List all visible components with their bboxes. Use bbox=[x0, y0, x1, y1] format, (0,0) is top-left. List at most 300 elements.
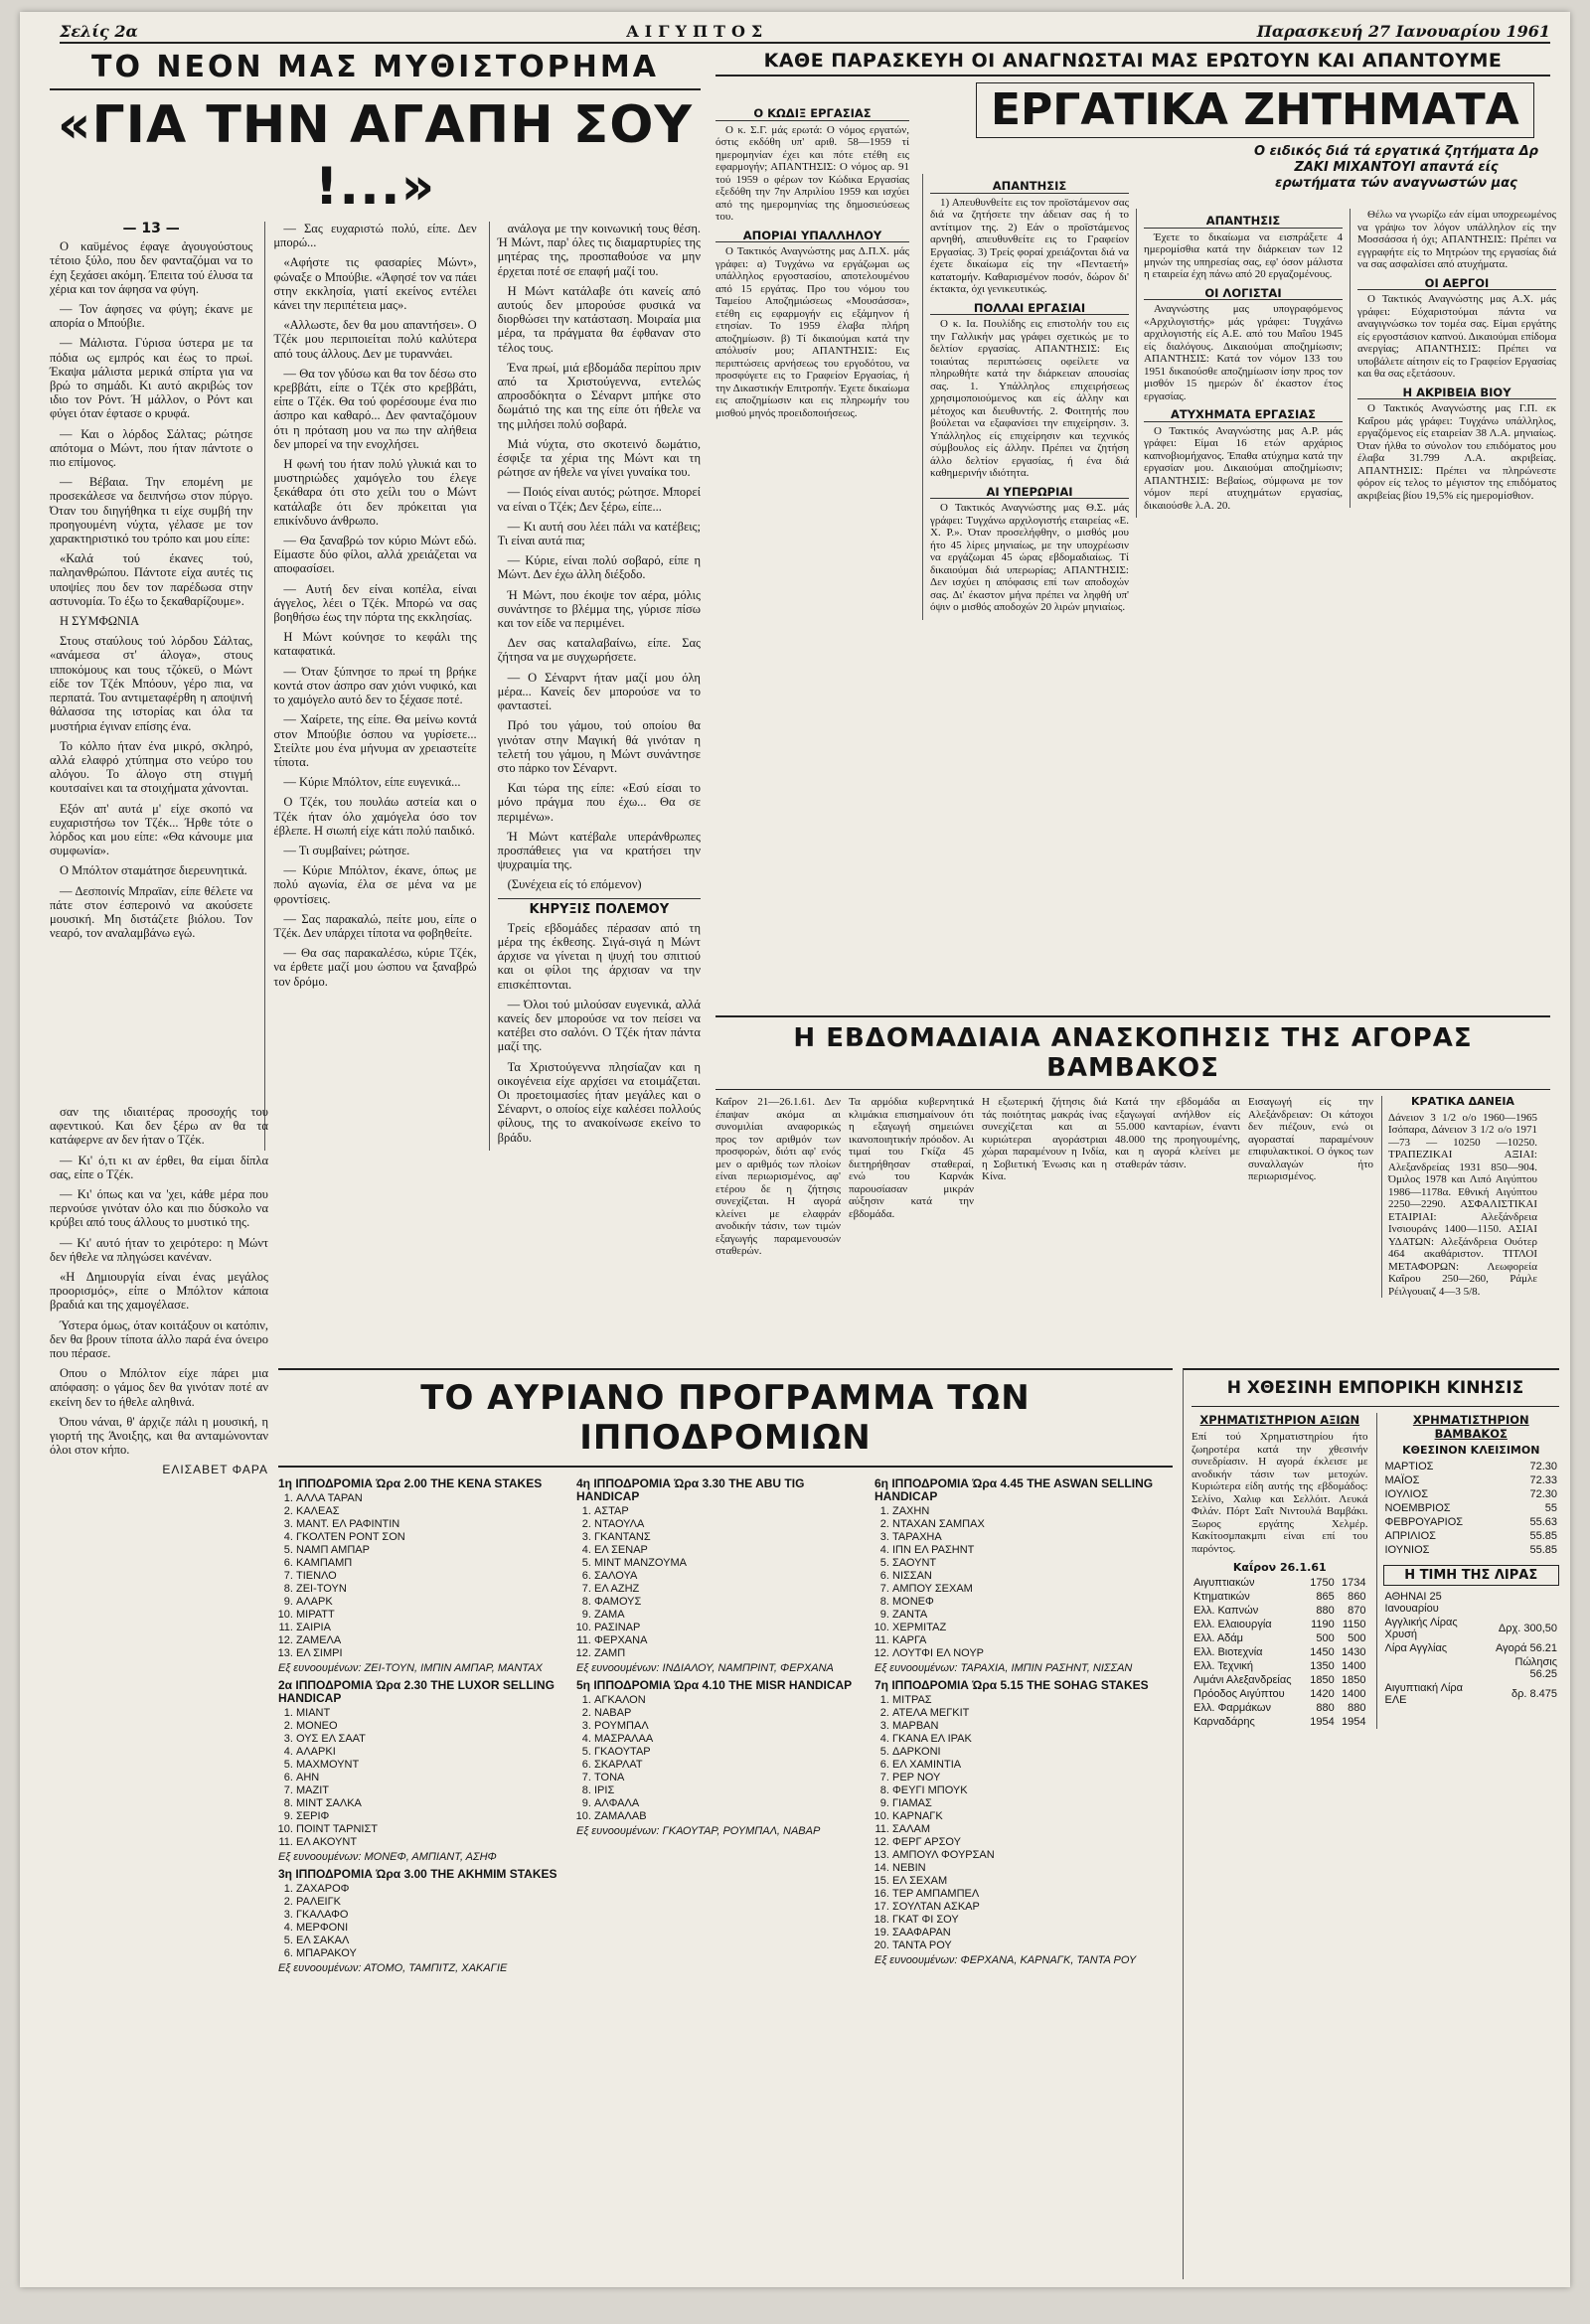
novel-paragraph: ανάλογα με την κοινωνική τους θέση. Ή Μώντ, παρ' όλες τις διαμαρτυρίες της μητέρας της, προσπαθούσε να μην έρχεται ποτέ σε επαφή μαζί του. bbox=[497, 222, 701, 278]
stock-row bbox=[1192, 1715, 1368, 1729]
quote-cell: Αγορά 56.21 bbox=[1496, 1642, 1557, 1654]
cotton-quote-row bbox=[1383, 1473, 1560, 1487]
gold-price-row bbox=[1383, 1590, 1560, 1616]
qa-item-text: Ο Τακτικός Αναγνώστης μας Α.Ρ. μάς γράφει: Είμαι 16 ετών αρχάριος καπνοβιομήχανος. Έπαθα ατύχημα κατά την εργασίαν μου. Δικαιούμαι αποζημίωσιν; ΑΠΑΝΤΗΣΙΣ: Βεβαίως, σύμφωνα με τον νόμον περί ατυχημάτων εργασίας, δικαιούσθε λ.Α. 20. bbox=[1144, 424, 1343, 512]
race-horse: 5. ΝΑΜΠ ΑΜΠΑΡ bbox=[296, 1544, 566, 1557]
labor-qa-section bbox=[716, 50, 1556, 1043]
quote-cell: 1450 bbox=[1310, 1646, 1335, 1658]
quote-cell: 1850 bbox=[1342, 1674, 1366, 1686]
cotton-exchange-table bbox=[1383, 1460, 1560, 1557]
qa-item-text: Αναγνώστης μας υπογραφόμενος «Αρχιλογιστής» μάς γράφει: Τυγχάνω αρχιλογιστής είς Α.Ε. από του Μαΐου 1945 είς διαλόγους. Δικαιούμαι αποζημίωσιν; ΑΠΑΝΤΗΣΙΣ: Κατά τον νόμον 133 του 1951 δικαιούσθε αποζημίωσιν ίσην προς τον μισθόν 15 ημερών δι' έκαστον έτος εργασίας. bbox=[1144, 303, 1343, 402]
novel-paragraph: — Κι' όπως και να 'χει, κάθε μέρα που περνούσε γινόταν όλο και πιο δύσκολο να κρύβει από τους άλλους το μυστικό της. bbox=[50, 1187, 268, 1230]
race-horse: 11. ΚΑΡΓΑ bbox=[892, 1634, 1163, 1647]
stock-row bbox=[1192, 1604, 1368, 1618]
novel-paragraph: — Τον άφησες να φύγη; έκανε με απορία ο Μπούβιε. bbox=[50, 302, 253, 331]
race-horse: 5. ΣΑΟΥΝΤ bbox=[892, 1557, 1163, 1570]
race-horse: 13. ΕΛ ΣΙΜΡΙ bbox=[296, 1647, 566, 1660]
qa-column-d bbox=[1350, 209, 1556, 508]
quote-cell: 500 bbox=[1316, 1632, 1335, 1644]
quote-cell: 55.85 bbox=[1529, 1530, 1557, 1542]
novel-paragraph: — Σας ευχαριστώ πολύ, είπε. Δεν μπορώ... bbox=[273, 222, 477, 250]
cotton-review-column: Τα αρμόδια κυβερνητικά κλιμάκια επισημαίνουν ότι η εξαγωγή σημειώνει ικανοποιητικήν πρόοδον. Αι τιμαί του Γκίζα 45 διετηρήθησαν σταθεραί, ενώ του Καρνάκ παρουσίασαν μικράν αύξησιν κατά την εβδομάδα. bbox=[849, 1096, 974, 1220]
race-horse: 1. ΑΣΤΑΡ bbox=[594, 1505, 865, 1518]
race-horse: 9. ΑΛΦΑΛΑ bbox=[594, 1797, 865, 1810]
race-horse: 11. ΣΑΛΑΜ bbox=[892, 1823, 1163, 1836]
qa-item-heading: ΑΠΟΡΙΑΙ ΥΠΑΛΛΗΛΟΥ bbox=[716, 230, 909, 243]
qa-item-heading: ΑΤΥΧΗΜΑΤΑ ΕΡΓΑΣΙΑΣ bbox=[1144, 408, 1343, 422]
race-horse: 12. ΛΟΥΤΦΙ ΕΛ ΝΟΥΡ bbox=[892, 1647, 1163, 1660]
novel-paragraph: «Αλλωστε, δεν θα μου απαντήσει». Ο Τζέκ μου περιποιείται πολύ καλύτερα από τους άλλους. Δεν με τυραννάει. bbox=[273, 318, 477, 361]
race-horse: 9. ΣΕΡΙΦ bbox=[296, 1810, 566, 1823]
novel-paragraph: — Κι αυτή σου λέει πάλι να κατέβεις; Τι είναι αυτά πια; bbox=[497, 519, 701, 548]
race-horse-list bbox=[576, 1694, 865, 1823]
race-horse: 10. ΠΟΙΝΤ ΤΑΡΝΙΣΤ bbox=[296, 1823, 566, 1836]
race-horse: 5. ΓΚΑΟΥΤΑΡ bbox=[594, 1746, 865, 1759]
stock-row bbox=[1192, 1673, 1368, 1687]
novel-paragraph: Ο Μπόλτον σταμάτησε διερευνητικά. bbox=[60, 863, 247, 878]
novel-paragraph: — Δεσποινίς Μπραϊαν, είπε θέλετε να πάτε στον έσπεροινό να ακούσετε μουσική. Μη διστάζετε βιόλου. Τον νεαρό, τον αναλαμβάνω εγώ. bbox=[50, 883, 253, 941]
quote-cell bbox=[1383, 1655, 1490, 1681]
race-title: 4η ΙΠΠΟΔΡΟΜΙΑ Ώρα 3.30 THE ABU TIG HANDICAP bbox=[576, 1476, 805, 1503]
quote-cell: Κτηματικών bbox=[1193, 1591, 1250, 1603]
race-horse: 2. ΝΤΑΟΥΛΑ bbox=[594, 1518, 865, 1531]
novel-paragraph: — Αυτή δεν είναι κοπέλα, είναι άγγελος, λέει ο Τζέκ. Μπορώ να σας βοηθήσω έως την πόρτα της εκκλησίας. bbox=[273, 581, 477, 625]
race-horse: 3. ΡΟΥΜΠΑΛ bbox=[594, 1720, 865, 1733]
novel-column-1 bbox=[50, 222, 252, 1151]
novel-paragraph: Δεν σας καταλαβαίνω, είπε. Σας ζήτησα να με συγχωρήσετε. bbox=[497, 636, 701, 665]
race-horse: 6. ΑΗΝ bbox=[296, 1772, 566, 1784]
race-horse: 7. ΤΙΕΝΛΟ bbox=[296, 1570, 566, 1583]
cotton-exchange-sub: ΚΘΕΣΙΝΟΝ ΚΛΕΙΣΙΜΟΝ bbox=[1402, 1444, 1540, 1457]
races-title: ΤΟ ΑΥΡΙΑΝΟ ΠΡΟΓΡΑΜΜΑ ΤΩΝ ΙΠΠΟΔΡΟΜΙΩΝ bbox=[278, 1370, 1173, 1468]
cotton-quote-row bbox=[1383, 1529, 1560, 1543]
quote-cell: ΦΕΒΡΟΥΑΡΙΟΣ bbox=[1384, 1516, 1464, 1528]
race-horse: 16. ΤΕΡ ΑΜΠΑΜΠΕΛ bbox=[892, 1888, 1163, 1901]
race-favourites: Εξ ευνοουμένων: ΑΤΟΜΟ, ΤΑΜΠΙΤΖ, ΧΑΚΑΓΙΕ bbox=[278, 1962, 508, 1974]
race-horse-list bbox=[874, 1694, 1163, 1952]
quote-cell: 1400 bbox=[1342, 1688, 1366, 1700]
novel-paragraph: — Θα σας παρακαλέσω, κύριε Τζέκ, να έρθετε μαζί μου ώσπου να ξαναβρώ τον δρόμο. bbox=[273, 946, 477, 989]
cotton-quote-row bbox=[1383, 1501, 1560, 1515]
quote-cell: 880 bbox=[1316, 1605, 1335, 1617]
race-horse: 6. ΣΚΑΡΛΑΤ bbox=[594, 1759, 865, 1772]
novel-paragraph: — Χαίρετε, της είπε. Θα μείνω κοντά στον Μπούβιε όσπου να γυρίσετε... Στείλτε μου ένα μήνυμα αν χρειαστείτε τίποτα. bbox=[273, 712, 477, 769]
race-horse: 4. ΜΑΣΡΑΛΑΑ bbox=[594, 1733, 865, 1746]
stock-exchange-heading: ΧΡΗΜΑΤΙΣΤΗΡΙΟΝ ΑΞΙΩΝ bbox=[1199, 1413, 1360, 1427]
race-horse: 6. ΝΙΣΣΑΝ bbox=[892, 1570, 1163, 1583]
cotton-quote-row bbox=[1383, 1487, 1560, 1501]
novel-paragraph: — Μάλιστα. Γύρισα ύστερα με τα πόδια ως εμπρός και έως το πρωί. Έκαψα μάλιστα μερικά σπίρτα για να βρώ το σημάδι. Κι αυτό ακριβώς τον ιδιο τον Ρόντ. Ή μάλλον, ο Ρόντ και φύγει όταν έφτασε ο κρυφά. bbox=[50, 336, 253, 421]
qa-item-text: 1) Απευθυνθείτε εις τον προϊστάμενον σας διά να ζητήσετε την άδειαν σας ή το αντίτιμον της. 2) Εάν ο προϊστάμενος αρνηθή, απευθυνθείτε εις το Γραφείον Εργασίας. 3) Τρείς φοραί χρειάζονται διά να έχετε δικαίωμα είς την «Πενταετή» κατατομήν. Καθαρισμένον ποσόν, δώρον δι' έκτακτα, όχι γενικευτικώς. bbox=[930, 196, 1129, 295]
race-horse: 5. ΕΛ ΣΑΚΑΛ bbox=[296, 1935, 566, 1947]
race-horse: 7. ΡΕΡ ΝΟΥ bbox=[892, 1772, 1163, 1784]
race-horse: 2. ΜΟΝΕΟ bbox=[296, 1720, 566, 1733]
quote-cell: 72.33 bbox=[1529, 1474, 1557, 1486]
race-horse: 13. ΑΜΠΟΥΛ ΦΟΥΡΣΑΝ bbox=[892, 1849, 1163, 1862]
novel-paragraph: Πρό του γάμου, τού οποίου θα γινόταν στην Μαγική θά γινόταν η τελετή του γάμου, η Μώντ συνάντησε στο πάρκο τον Σέναρντ. bbox=[497, 718, 701, 775]
race-favourites: Εξ ευνοουμένων: ΓΚΑΟΥΤΑΡ, ΡΟΥΜΠΑΛ, ΝΑΒΑΡ bbox=[576, 1825, 821, 1837]
quote-cell: 1954 bbox=[1342, 1716, 1366, 1728]
quote-cell: Ελλ. Φαρμάκων bbox=[1193, 1702, 1271, 1714]
race-horse: 11. ΦΕΡΧΑΝΑ bbox=[594, 1634, 865, 1647]
stock-row bbox=[1192, 1618, 1368, 1631]
novel-paragraph: Ή Μώντ, που έκοψε τον αέρα, μόλις συνάντησε το βλέμμα της, γύρισε πίσω και τον είδε να περιμένει. bbox=[497, 587, 701, 631]
race-horse: 6. ΜΠΑΡΑΚΟΥ bbox=[296, 1947, 566, 1960]
cotton-review-column: Εισαγωγή είς την Αλεξάνδρειαν: Οι κάτοχοι δεν πιέζουν, ενώ οι αγορασταί παραμένουν επιφυλακτικοί. Ο όγκος των συναλλαγών ήτο περιωρισμένος. bbox=[1248, 1096, 1373, 1182]
race-title: 2α ΙΠΠΟΔΡΟΜΙΑ Ώρα 2.30 THE LUXOR SELLING HANDICAP bbox=[278, 1678, 555, 1705]
novel-paragraph: Η φωνή του ήταν πολύ γλυκιά και το μυστηριώδες χαμόγελο του έλεγε ξεκάθαρα ότι στο χείλι του ο Μώντ κατάλαβε ότι δεν πρόκειται για επικίνδυνο άνθρωπο. bbox=[273, 457, 477, 528]
race-horse: 11. ΣΑΙΡΙΑ bbox=[296, 1622, 566, 1634]
cotton-review-title: Η ΕΒΔΟΜΑΔΙΑΙΑ ΑΝΑΣΚΟΠΗΣΙΣ ΤΗΣ ΑΓΟΡΑΣ ΒΑΜΒΑΚΟΣ bbox=[716, 1017, 1550, 1090]
qa-item-text: Ο Τακτικός Αναγνώστης μας Δ.Π.Χ. μάς γράφει: α) Τυγχάνω να εργάζωμαι ως υπάλληλος εργοστασίου, αποτελουμένου από 15 εργάτας. Προ του νόμου του Ταμείου Αποζημιώσεως «Μουσάσσα», ετέθη εις εφαρμογήν εις εξάμηνον ή ετησίαν. Το 1959 έλαβα πλήρη αποζημίωσιν. β) Τί δικαιούμαι κατά την απόλυσίν μου; ΑΠΑΝΤΗΣΙΣ: Εις περιπτώσεις αρνήσεως του εργοδότου, να προσφύγετε εις το Γραφείον Εργασίας, ή την Δικαστικήν Επιτροπήν. Έχετε δικαίωμα εις αποζημίωσιν και εις πληρωμήν του μισθού μηνός προειδοποιήσεως. bbox=[716, 245, 909, 419]
race-horse: 14. ΝΕΒΙΝ bbox=[892, 1862, 1163, 1875]
quote-cell: Λίρα Αγγλίας bbox=[1384, 1642, 1448, 1654]
war-paragraph: Τρείς εβδομάδες πέρασαν από τη μέρα της έκθεσης. Σιγά-σιγά η Μώντ άρχισε να γίνεται η ψυχή του σπιτιού και οι φίλοι της άρχισαν να την επισκέπτονται. bbox=[497, 920, 701, 992]
novel-author: ΕΛΙΣΑΒΕΤ ΦΑΡΑ bbox=[162, 1463, 268, 1477]
race-horse: 1. ΑΛΛΑ ΤΑΡΑΝ bbox=[296, 1492, 566, 1505]
race-horse-list bbox=[278, 1707, 566, 1849]
race-column bbox=[874, 1473, 1163, 1979]
novel-paragraph: Ή Μώντ κατέβαλε υπεράνθρωπες προσπάθειες για να κρατήσει την ψυχραιμία της. bbox=[497, 829, 701, 872]
quote-cell: 55.85 bbox=[1529, 1544, 1557, 1556]
stock-row bbox=[1192, 1590, 1368, 1604]
race-horse: 2. ΡΑΛΕΙΓΚ bbox=[296, 1896, 566, 1909]
quote-cell: 1734 bbox=[1342, 1577, 1366, 1589]
race-horse: 19. ΣΑΑΦΑΡΑΝ bbox=[892, 1927, 1163, 1939]
race-column bbox=[576, 1473, 865, 1979]
qa-item-text: Ο κ. Σ.Γ. μάς ερωτά: Ο νόμος εργατών, όστις εκδόθη υπ' αριθ. 58—1959 τί ημερομηνίαν έχει και πότε ετέθη εις εφαρμογήν; ΑΠΑΝΤΗΣΙΣ: Ο νόμος αρ. 91 τού 1959 ο φέρων τον Κώδικα Εργασίας εξεδόθη την 7ην Απριλίου 1959 και ισχύει από της ημερομηνίας της δημοσιεύσεως του. bbox=[716, 123, 909, 223]
race-horse: 5. ΔΑΡΚΟΝΙ bbox=[892, 1746, 1163, 1759]
race-horse: 4. ΜΕΡΦΟΝΙ bbox=[296, 1922, 566, 1935]
race-horse: 10. ΖΑΜΑΛΑΒ bbox=[594, 1810, 865, 1823]
race-horse: 1. ΜΙΤΡΑΣ bbox=[892, 1694, 1163, 1707]
quote-cell: Αιγυπτιακή Λίρα ΕΛΕ bbox=[1384, 1682, 1464, 1706]
quote-cell: 72.30 bbox=[1529, 1488, 1557, 1500]
novel-paragraph: Η ΣΥΜΦΩΝΙΑ bbox=[60, 614, 140, 629]
race-horse: 5. ΜΙΝΤ ΜΑΝΖΟΥΜΑ bbox=[594, 1557, 865, 1570]
novel-paragraph: Μιά νύχτα, στο σκοτεινό δωμάτιο, έσφιξε τα χέρια της Μώντ και τη ρώτησε αν ήθελε να γίνει γυναίκα του. bbox=[497, 436, 701, 480]
quote-cell: 880 bbox=[1316, 1702, 1335, 1714]
masthead bbox=[60, 20, 1550, 44]
cotton-review-column: Κατά την εβδομάδα αι εξαγωγαί ανήλθον είς 55.000 κανταρίων, έναντι 48.000 της προηγουμένης, και η αγορά κλείνει με σταθεράν τάσιν. bbox=[1115, 1096, 1240, 1170]
novel-paragraph: — Κύριε Μπόλτον, έκανε, όπως με πολύ αγωνία, έλα σε μένα να με φροντίσεις. bbox=[273, 863, 477, 906]
race-horse: 8. ΦΕΥΓΙ ΜΠΟΥΚ bbox=[892, 1784, 1163, 1797]
quote-cell: Καρναδάρης bbox=[1193, 1716, 1255, 1728]
race-horse: 9. ΑΛΑΡΚ bbox=[296, 1596, 566, 1609]
race-horse: 20. ΤΑΝΤΑ ΡΟΥ bbox=[892, 1939, 1163, 1952]
novel-paragraph: — Και ο λόρδος Σάλτας; ρώτησε απότομα ο Μώντ, που ήταν πάντοτε ο πιο επίμονος. bbox=[50, 426, 253, 470]
stock-table bbox=[1192, 1576, 1368, 1729]
cotton-quote-row bbox=[1383, 1460, 1560, 1473]
qa-item-text: Ο Τακτικός Αναγνώστης μας Α.Χ. μάς γράφει: Εύχαριστούμαι πάντα να αναγιγνώσκω τον τομέα σας. Είμαι εργάτης είς εργοστάσιον καπνού. Δικαιούμαι επίδομα ανεργίας; ΑΠΑΝΤΗΣΙΣ: Πρέπει να υποβάλετε αίτησιν είς το Γραφείον Εργασίας και θα σας εξετάσουν. bbox=[1357, 293, 1556, 380]
race-horse: 8. ΜΟΝΕΦ bbox=[892, 1596, 1163, 1609]
quote-cell: Αιγυπτιακών bbox=[1193, 1577, 1255, 1589]
race-horse: 2. ΝΑΒΑΡ bbox=[594, 1707, 865, 1720]
race-horse: 4. ΓΚΟΛΤΕΝ ΡΟΝΤ ΣΟΝ bbox=[296, 1531, 566, 1544]
race-favourites: Εξ ευνοουμένων: ΖΕΙ-ΤΟΥΝ, ΙΜΠΙΝ ΑΜΠΑΡ, ΜΑΝΤΑΧ bbox=[278, 1662, 543, 1674]
novel-paragraph: (Συνέχεια είς τό επόμενον) bbox=[507, 877, 642, 892]
novel-paragraph: «Καλά τού έκανες τού, παληανθρώπου. Πάντοτε είχα αυτές τις υποψίες που δεν τον παρέδωσα στην αστυνομία. Το έξω το ξεκαθαρίζουμε». bbox=[50, 551, 253, 608]
installment-number: — 13 — bbox=[122, 221, 180, 236]
race-horse: 12. ΖΑΜΕΛΑ bbox=[296, 1634, 566, 1647]
quote-cell: 1420 bbox=[1310, 1688, 1335, 1700]
race-horse: 15. ΕΛ ΣΕΧΑΜ bbox=[892, 1875, 1163, 1888]
novel-paragraph: — Κύριε, είναι πολύ σοβαρό, είπε η Μώντ. Δεν έχω άλλη διέξοδο. bbox=[497, 553, 701, 582]
quote-cell: 500 bbox=[1348, 1632, 1366, 1644]
stock-row bbox=[1192, 1576, 1368, 1590]
race-horse: 7. ΕΛ ΑΖΗΖ bbox=[594, 1583, 865, 1596]
race-favourites: Εξ ευνοουμένων: ΦΕΡΧΑΝΑ, ΚΑΡΝΑΓΚ, ΤΑΝΤΑ ΡΟΥ bbox=[874, 1954, 1137, 1966]
stock-exchange-text: Επί τού Χρηματιστηρίου ήτο ζωηροτέρα κατά την χθεσινήν συνεδρίασιν. Η αγορά έκλεισε με ανοδικήν τάσιν των μετοχών. Κυριώτερα είδη αυτής της εβδομάδος: Σελίνο, Χαλιφ και Σελλόιτ. Λευκά Φιλάν. Πόρτ Σαΐτ Νιντουλά Βαμβάκι. Ξωρος εργάτης Χελμέρ. Κακίτοσμπακμπι είναι επί του παρόντος. bbox=[1192, 1431, 1368, 1555]
cotton-exchange-heading: ΧΡΗΜΑΤΙΣΤΗΡΙΟΝ ΒΑΜΒΑΚΟΣ bbox=[1412, 1413, 1529, 1441]
race-horse: 4. ΑΛΑΡΚΙ bbox=[296, 1746, 566, 1759]
races-section bbox=[278, 1368, 1173, 2279]
race-horse: 8. ΜΙΝΤ ΣΑΛΚΑ bbox=[296, 1797, 566, 1810]
qa-item-heading: Ο ΚΩΔΙΞ ΕΡΓΑΣΙΑΣ bbox=[716, 107, 909, 121]
novel-paragraph: — Βέβαια. Την επομένη με προσεκάλεσε να δειπνήσω στον πύργο. Όταν του διηγήθηκα τι είχε συμβή την προηγουμένη νύχτα, γέλασε με τον χαρακτηριστικό του τρόπο και μου είπε: bbox=[50, 475, 253, 546]
page-number: Σελίς 2α bbox=[60, 21, 138, 41]
race-horse: 17. ΣΟΥΛΤΑΝ ΑΣΚΑΡ bbox=[892, 1901, 1163, 1914]
novel-paragraph: Εξόν απ' αυτά μ' είχε σκοπό να ευχαριστήσω τον Τζέκ... Ήρθε τότε ο λόρδος και μου είπε: «Θα κάνουμε μια συμφωνία». bbox=[50, 801, 253, 858]
race-horse: 1. ΜΙΑΝΤ bbox=[296, 1707, 566, 1720]
qa-item-heading: ΑΠΑΝΤΗΣΙΣ bbox=[1144, 215, 1343, 229]
race-favourites: Εξ ευνοουμένων: ΤΑΡΑΧΙΑ, ΙΜΠΙΝ ΡΑΣΗΝΤ, ΝΙΣΣΑΝ bbox=[874, 1662, 1133, 1674]
government-loans bbox=[1381, 1096, 1537, 1298]
qa-item-heading: ΟΙ ΛΟΓΙΣΤΑΙ bbox=[1144, 287, 1343, 301]
quote-cell: ΑΘΗΝΑΙ 25 Ιανουαρίου bbox=[1384, 1591, 1442, 1615]
quote-cell: Ελλ. Ελαιουργία bbox=[1193, 1619, 1272, 1630]
stock-date: Καΐρον 26.1.61 bbox=[1232, 1561, 1327, 1574]
race-horse: 10. ΡΑΣΙΝΑΡ bbox=[594, 1622, 865, 1634]
quote-cell: ΑΠΡΙΛΙΟΣ bbox=[1384, 1530, 1436, 1542]
race-horse-list bbox=[874, 1505, 1163, 1660]
novel-column-2 bbox=[264, 222, 476, 1151]
novel-title: «ΓΙΑ ΤΗΝ ΑΓΑΠΗ ΣΟΥ !...» bbox=[57, 95, 694, 217]
quote-cell bbox=[1489, 1590, 1559, 1616]
quote-cell: 870 bbox=[1348, 1605, 1366, 1617]
quote-cell: 1400 bbox=[1342, 1660, 1366, 1672]
war-heading: ΚΗΡΥΞΙΣ ΠΟΛΕΜΟΥ bbox=[498, 898, 701, 917]
novel-paragraph: — Θα ξαναβρώ τον κύριο Μώντ εδώ. Είμαστε δύο φίλοι, αλλά χρειάζεται να αποφασίσει. bbox=[273, 534, 477, 576]
race-horse: 11. ΕΛ ΑΚΟΥΝΤ bbox=[296, 1836, 566, 1849]
novel-paragraph: — Κι' ό,τι κι αν έρθει, θα είμαι δίπλα σας, είπε ο Τζέκ. bbox=[50, 1153, 268, 1181]
novel-paragraph: — Κι' αυτό ήταν το χειρότερο: η Μώντ δεν ήθελε να πληγώσει κανέναν. bbox=[50, 1235, 268, 1264]
gold-price-row bbox=[1383, 1641, 1560, 1655]
qa-column-c bbox=[1136, 209, 1343, 518]
qa-item-heading: ΟΙ ΑΕΡΓΟΙ bbox=[1357, 277, 1556, 291]
novel-paragraph: Ο Τζέκ, του πουλάω αστεία και ο Τζέκ ήταν όλο χαμόγελα όσο τον έβλεπε. Η σιωπή είχε κάτι πολύ παιδικό. bbox=[273, 795, 477, 838]
market-section bbox=[1183, 1368, 1559, 2279]
race-horse: 7. ΑΜΠΟΥ ΣΕΧΑΜ bbox=[892, 1583, 1163, 1596]
quote-cell: Ελλ. Τεχνική bbox=[1193, 1660, 1254, 1672]
quote-cell: 860 bbox=[1348, 1591, 1366, 1603]
quote-cell: Πώλησις 56.25 bbox=[1514, 1656, 1557, 1680]
quote-cell: 1954 bbox=[1310, 1716, 1335, 1728]
quote-cell: 72.30 bbox=[1529, 1461, 1557, 1472]
novel-kicker: ΤΟ ΝΕΟΝ ΜΑΣ ΜΥΘΙΣΤΟΡΗΜΑ bbox=[50, 50, 701, 90]
novel-paragraph: Οπου ο Μπόλτον είχε πάρει μια απόφαση: ο γάμος δεν θα γινόταν ποτέ αν εκείνη δεν το ήθελε αληθινά. bbox=[50, 1366, 268, 1409]
quote-cell: δρ. 8.475 bbox=[1510, 1688, 1557, 1700]
quote-cell: Ελλ. Αδάμ bbox=[1193, 1632, 1243, 1644]
race-horse: 3. ΓΚΑΝΤΑΝΣ bbox=[594, 1531, 865, 1544]
quote-cell: Δρχ. 300,50 bbox=[1498, 1623, 1557, 1634]
race-horse: 3. ΜΑΝΤ. ΕΛ ΡΑΦΙΝΤΙΝ bbox=[296, 1518, 566, 1531]
race-title: 7η ΙΠΠΟΔΡΟΜΙΑ Ώρα 5.15 THE SOHAG STAKES bbox=[874, 1678, 1149, 1692]
race-horse: 3. ΤΑΡΑΧΗΑ bbox=[892, 1531, 1163, 1544]
novel-paragraph: Το κόλπο ήταν ένα μικρό, σκληρό, αλλά ελαφρό χτύπημα στο νεύρο του αλόγου. Το άλογο στη στιγμή κουτσαίνει και τα στοιχήματα χάνονται. bbox=[50, 738, 253, 796]
race-horse: 4. ΓΚΑΝΑ ΕΛ ΙΡΑΚ bbox=[892, 1733, 1163, 1746]
race-horse: 10. ΚΑΡΝΑΓΚ bbox=[892, 1810, 1163, 1823]
quote-cell: 1430 bbox=[1342, 1646, 1366, 1658]
race-horse: 6. ΕΛ ΧΑΜΙΝΤΙΑ bbox=[892, 1759, 1163, 1772]
race-horse: 8. ΖΕΙ-ΤΟΥΝ bbox=[296, 1583, 566, 1596]
quote-cell: 55 bbox=[1544, 1502, 1557, 1514]
cotton-review-column: Καΐρον 21—26.1.61. Δεν έπαψαν ακόμα αι συνομιλίαι αναφορικώς προς τον αριθμόν των προσφορών, διότι αφ' ενός μεν ο αριθμός των πλοίων είναι περιωρισμένος, αφ' ετέρου δε η ζήτησις συνεχίζεται. Η αγορά κλείνει με ελαφράν ανοδικήν τάσιν, των τιμών εξαγωγής παραμενουσών σταθερών. bbox=[716, 1096, 841, 1257]
war-paragraph: Τα Χριστούγεννα πλησίαζαν και η οικογένεια είχε αρχίσει να ετοιμάζεται. Οι προετοιμασίες ήταν μεγάλες και ο Σέναρντ, ο οποίος είχε καλέσει πολλούς φίλους, της το ανακοίνωσε εκείνο το βράδυ. bbox=[497, 1059, 701, 1145]
stock-row bbox=[1192, 1687, 1368, 1701]
novel-paragraph: «Αφήστε τις φασαρίες Μώντ», φώναξε ο Μπούβιε. «Άφησέ τον να πάει στην εκκλησία, γιατί εκείνος εντέλει κάνει την περιπέτεια μας». bbox=[273, 255, 477, 313]
cotton-quote-row bbox=[1383, 1515, 1560, 1529]
war-paragraph: — Όλοι τού μιλούσαν ευγενικά, αλλά κανείς δεν μπορούσε να τον πείσει να κατέβει στο σαλόνι. Ο Τζέκ ήταν πάντα μαζί της. bbox=[497, 997, 701, 1054]
stock-row bbox=[1192, 1645, 1368, 1659]
novel-paragraph: Ο καϋμένος έφαγε ἀγουγούστους τέτοιο ξύλο, που δεν φανταζόμαι να το έχη ξεχάσει ακόμη. Έπειτα τού έλυσα τα χέρια και τον άφησα να φύγη. bbox=[50, 239, 253, 296]
novel-paragraph: — Όταν ξύπνησε το πρωί τη βρήκε κοντά στον άσπρο σαν χιόνι νυφικό, και το χαμόγελο αυτό δεν το ξέχασε ποτέ. bbox=[273, 664, 477, 707]
race-horse: 7. ΤΟΝΑ bbox=[594, 1772, 865, 1784]
race-horse: 2. ΝΤΑΧΑΝ ΣΑΜΠΑΧ bbox=[892, 1518, 1163, 1531]
race-horse: 8. ΦΑΜΟΥΣ bbox=[594, 1596, 865, 1609]
gold-price-row bbox=[1383, 1616, 1560, 1641]
gold-price-table bbox=[1383, 1590, 1560, 1707]
race-horse: 10. ΧΕΡΜΙΤΑΖ bbox=[892, 1622, 1163, 1634]
quote-cell: 55.63 bbox=[1529, 1516, 1557, 1528]
quote-cell: ΙΟΥΝΙΟΣ bbox=[1384, 1544, 1430, 1556]
novel-paragraph: Ένα πρωί, μιά εβδομάδα περίπου πριν από τα Χριστούγεννα, εντελώς απροσδόκητα ο Σέναρντ μπήκε στο δωμάτιό της και της είπε ότι ήθελε να της μιλήσει πολύ σοβαρά. bbox=[497, 360, 701, 431]
quote-cell: ΜΑΡΤΙΟΣ bbox=[1384, 1461, 1434, 1472]
race-horse: 12. ΖΑΜΠ bbox=[594, 1647, 865, 1660]
race-horse-list bbox=[576, 1505, 865, 1660]
quote-cell: ΜΑΪΟΣ bbox=[1384, 1474, 1420, 1486]
race-horse: 6. ΚΑΜΠΑΜΠ bbox=[296, 1557, 566, 1570]
cotton-quote-row bbox=[1383, 1543, 1560, 1557]
race-horse: 2. ΑΤΕΛΑ ΜΕΓΚΙΤ bbox=[892, 1707, 1163, 1720]
novel-paragraph: — Τι συμβαίνει; ρώτησε. bbox=[283, 843, 410, 857]
race-horse: 10. ΜΙΡΑΤΤ bbox=[296, 1609, 566, 1622]
gold-price-heading: Η ΤΙΜΗ ΤΗΣ ΛΙΡΑΣ bbox=[1383, 1565, 1560, 1586]
race-horse: 2. ΚΑΛΕΑΣ bbox=[296, 1505, 566, 1518]
qa-item-text: Ο Τακτικός Αναγνώστης μας Θ.Σ. μάς γράφει: Τυγχάνω αρχιλογιστής εταιρείας «Ε. Χ. Ρ.». Όταν προσελήφθην, ο μισθός μου ήτο 45 λίρες μηνιαίως, με την υποχρέωσιν να εργάζωμαι 45 ώρας εβδομαδιαίως. Τί δικαιούμαι διά υπερωρίας; ΑΠΑΝΤΗΣΙΣ: Δεν ισχύει η απόφασις επί των αποδοχών σας. Δι' έκαστον μήνα πρέπει να ληφθή υπ' όψιν ο μισθός αποδοχών 20 λιρών μηνιαίως. bbox=[930, 502, 1129, 613]
race-horse: 1. ΑΓΚΑΛΟΝ bbox=[594, 1694, 865, 1707]
novel-paragraph: Ύστερα όμως, όταν κοιτάξουν οι κατόπιν, δεν θα βρουν τίποτα άλλο παρά ένα όνειρο που πέρασε. bbox=[50, 1317, 268, 1361]
qa-item-heading: ΑΠΑΝΤΗΣΙΣ bbox=[930, 180, 1129, 194]
race-horse: 18. ΓΚΑΤ ΦΙ ΣΟΥ bbox=[892, 1914, 1163, 1927]
race-horse: 9. ΓΙΑΜΑΣ bbox=[892, 1797, 1163, 1810]
quote-cell: ΙΟΥΛΙΟΣ bbox=[1384, 1488, 1429, 1500]
stock-row bbox=[1192, 1659, 1368, 1673]
cotton-review-column: Η εξωτερική ζήτησις διά τάς ποιότητας μακράς ίνας συνεχίζεται και αι κυριώτεραι αγοράστριαι χώραι παραμένουν η Ινδία, η Σοβιετική Ένωσις και η Κίνα. bbox=[982, 1096, 1107, 1182]
qa-column-a bbox=[716, 101, 909, 425]
quote-cell: 1750 bbox=[1310, 1577, 1335, 1589]
novel-paragraph: Όπου νάναι, θ' άρχιζε πάλι η μουσική, η γιορτή της Άνοιξης, και θα ανταμώνονταν όλοι στον κήπο. bbox=[50, 1414, 268, 1458]
novel-paragraph: — Σας παρακαλώ, πείτε μου, είπε ο Τζέκ. Δεν υπάρχει τίποτα να φοβηθείτε. bbox=[273, 911, 477, 940]
quote-cell: 1150 bbox=[1342, 1619, 1366, 1630]
qa-item-text: Έχετε το δικαίωμα να εισπράξετε 4 ημερομίσθια κατά την διάρκειαν των 12 μηνών της υπηρεσίας σας, εφ' όσον μάλιστα η εταιρεία έχη πάνω από 20 εργαζομένους. bbox=[1144, 231, 1343, 280]
quote-cell: 865 bbox=[1316, 1591, 1335, 1603]
race-horse: 4. ΕΛ ΣΕΝΑΡ bbox=[594, 1544, 865, 1557]
race-horse: 1. ΖΑΧΗΝ bbox=[892, 1505, 1163, 1518]
novel-column-3 bbox=[489, 222, 701, 1151]
race-horse: 3. ΟΥΣ ΕΛ ΣΑΑΤ bbox=[296, 1733, 566, 1746]
qa-item-heading: ΠΟΛΛΑΙ ΕΡΓΑΣΙΑΙ bbox=[930, 302, 1129, 316]
race-horse-list bbox=[278, 1492, 566, 1660]
novel-paragraph: — Ο Σέναρντ ήταν μαζί μου όλη μέρα... Κανείς δεν μπορούσε να το φανταστεί. bbox=[497, 670, 701, 713]
race-horse: 6. ΣΑΛΟΥΑ bbox=[594, 1570, 865, 1583]
race-horse: 9. ΖΑΝΤΑ bbox=[892, 1609, 1163, 1622]
qa-item-text: Ο κ. Ια. Πουλίδης εις επιστολήν του εις την Γαλλικήν μας γράφει σχετικώς με το δελτίον εργασίας. ΑΠΑΝΤΗΣΙΣ: Εις τοιαύτας περιπτώσεις οφείλετε να πληρωθήτε κατά την διάρκειαν απουσίας σας. 1. Υπάλληλος επιχειρήσεως χρησιμοποιούμενος και είς άλλην και μέτοχος και διευθυντής. 2. Φοιτητής που βούλεται να εξαφανίσει την επιχείρησιν. 3. Υπάλληλος είς επιχείρησιν και τεχνικός σύμβουλος είς άλλην. Πρέπει να ζητήση άλλο δελτίον εργασίας, ή ένα διά καθημερινήν ιδιότητα. bbox=[930, 318, 1129, 479]
quote-cell: ΝΟΕΜΒΡΙΟΣ bbox=[1384, 1502, 1451, 1514]
race-horse: 5. ΜΑΧΜΟΥΝΤ bbox=[296, 1759, 566, 1772]
race-favourites: Εξ ευνοουμένων: ΙΝΔΙΑΛΟΥ, ΝΑΜΠΡΙΝΤ, ΦΕΡΧΑΝΑ bbox=[576, 1662, 834, 1674]
novel-paragraph: σαν της ιδιαιτέρας προσοχής του αφεντικού. Και δεν ξέρω αν θα τα κατάφερνε αν δεν ήταν ο Τζέκ. bbox=[50, 1105, 268, 1148]
race-horse-list bbox=[278, 1883, 566, 1960]
qa-item-text: Ο Τακτικός Αναγνώστης μας Γ.Π. εκ Καΐρου μάς γράφει: Τυγχάνω υπάλληλος, εργαζόμενος είς εταιρείαν 38 Λ.Α. μηνιαίως. Όταν ήλθα το σύνολον του επιδόματος μου έλαβα 31.799 Λ.Α. ακριβείας. ΑΠΑΝΤΗΣΙΣ: Πρέπει να πληρώνεστε φόρον είς τελος το μέγιστον της επιδόματος ακριβείας βίου 19,5% είς ημερομίσθιον. bbox=[1357, 402, 1556, 502]
quote-cell: Ελλ. Καπνών bbox=[1193, 1605, 1259, 1617]
race-title: 6η ΙΠΠΟΔΡΟΜΙΑ Ώρα 4.45 THE ASWAN SELLING HANDICAP bbox=[874, 1476, 1154, 1503]
race-horse: 8. ΙΡΙΣ bbox=[594, 1784, 865, 1797]
government-loans-heading: ΚΡΑΤΙΚΑ ΔΑΝΕΙΑ bbox=[1411, 1095, 1514, 1108]
race-title: 1η ΙΠΠΟΔΡΟΜΙΑ Ώρα 2.00 THE KENA STAKES bbox=[278, 1476, 543, 1490]
race-horse: 7. ΜΑΖΙΤ bbox=[296, 1784, 566, 1797]
race-title: 5η ΙΠΠΟΔΡΟΜΙΑ Ώρα 4.10 THE MISR HANDICAP bbox=[576, 1678, 853, 1692]
race-horse: 12. ΦΕΡΓ ΑΡΣΟΥ bbox=[892, 1836, 1163, 1849]
novel-paragraph: — Κύριε Μπόλτον, είπε ευγενικά... bbox=[283, 775, 461, 790]
novel-continuation bbox=[50, 1105, 268, 2277]
race-column bbox=[278, 1473, 566, 1979]
race-horse: 1. ΖΑΧΑΡΟΦ bbox=[296, 1883, 566, 1896]
novel-paragraph: Η Μώντ κατάλαβε ότι κανείς από αυτούς δεν μπορούσε φυσικά να διορθώσει την κατάσταση. Μοιραία μια μέρα, τα πράγματα θα έφθαναν στο τέλος τους. bbox=[497, 283, 701, 355]
quote-cell: 1350 bbox=[1310, 1660, 1335, 1672]
qa-item-text: Θέλω να γνωρίζω εάν είμαι υποχρεωμένος να γράψω τον λόγον υπάλληλον είς την Μοσσάσσα ή όχι; ΑΠΑΝΤΗΣΙΣ: Πρέπει να εγγραφήτε είς το Μητρώον της εργασίας διά να σας ασφαλίσει από ατυχήματα. bbox=[1357, 209, 1556, 270]
issue-date: Παρασκευή 27 Ιανουαρίου 1961 bbox=[1256, 21, 1550, 41]
stock-row bbox=[1192, 1701, 1368, 1715]
gold-price-row bbox=[1383, 1681, 1560, 1707]
novel-paragraph: Και τώρα της είπε: «Εσύ είσαι το μόνο πράγμα που έχω... Θα σε περιμένω». bbox=[497, 781, 701, 824]
novel-paragraph: «Η Δημιουργία είναι ένας μεγάλος προορισμός», είπε ο Μπόλτον κάποια βραδιά και της χαμογέλασε. bbox=[50, 1270, 268, 1313]
novel-paragraph: Η Μώντ κούνησε το κεφάλι της καταφατικά. bbox=[273, 630, 477, 659]
quote-cell: 1850 bbox=[1310, 1674, 1335, 1686]
government-loans-text: Δάνειον 3 1/2 ο/ο 1960—1965 Ισόπαρα, Δάνειον 3 1/2 ο/ο 1971—73 — 10250 —10250. ΤΡΑΠΕΖΙΚΑΙ ΑΞΙΑΙ: Αλεξανδρείας 1931 850—904. Όμιλος 1978 και Λιπό Αιγύπτου 1986—1178α. Εθνική Αιγύπτου 2250—2290. ΑΣΦΑΛΙΣΤΙΚΑΙ ΕΤΑΙΡΙΑΙ: Αλεξάνδρεια Ινσιουράνς 1400—1150. ΑΣΙΑΙ ΥΔΑΤΩΝ: Αλεξάνδρεια Ουότερ 464 ακαθάριστον. ΤΙΤΛΟΙ ΜΕΤΑΦΟΡΩΝ: Λεωφορεία Καΐρου 250—260, Ράμλε Ρέιλγουαιζ 4—3 5/8. bbox=[1388, 1111, 1537, 1298]
race-horse: 4. ΙΠΝ ΕΛ ΡΑΣΗΝΤ bbox=[892, 1544, 1163, 1557]
quote-cell: Πρόοδος Αιγύπτου bbox=[1193, 1688, 1285, 1700]
qa-banner: ΚΑΘΕ ΠΑΡΑΣΚΕΥΗ ΟΙ ΑΝΑΓΝΩΣΤΑΙ ΜΑΣ ΕΡΩΤΟΥΝ ΚΑΙ ΑΠΑΝΤΟΥΜΕ bbox=[716, 50, 1550, 77]
novel-paragraph: — Ποιός είναι αυτός; ρώτησε. Μπορεί να είναι ο Τζέκ; Δεν ξέρω, είπε... bbox=[497, 485, 701, 514]
qa-column-b bbox=[922, 174, 1129, 620]
newspaper-title: ΑΙΓΥΠΤΟΣ bbox=[626, 21, 769, 41]
race-horse: 3. ΓΚΑΛΑΦΟ bbox=[296, 1909, 566, 1922]
stock-row bbox=[1192, 1631, 1368, 1645]
race-horse: 3. ΜΑΡΒΑΝ bbox=[892, 1720, 1163, 1733]
qa-item-heading: Η ΑΚΡΙΒΕΙΑ ΒΙΟΥ bbox=[1357, 387, 1556, 400]
gold-price-row bbox=[1383, 1655, 1560, 1681]
novel-paragraph: Στους σταύλους τού λόρδου Σάλτας, «ανάμεσα στ' άλογα», στους ιπποκόμους και τους τζόκεϋ, ο Μώντ είδε τον Τζέκ Μπόουν, γέρο πια, να περπατά. Του αντιμεταφέρθη η αποψινή θάλασσα της ιστορίας και όλα τα μυστήρια έγιναν επίσης ένα. bbox=[50, 634, 253, 733]
novel-paragraph: — Θα τον γδύσω και θα τον δέσω στο κρεββάτι, είπε ο Τζέκ στο κρεββάτι, είπε ο Τζέκ. Θα τού φορέσουμε ένα πιο άσπρο και καθαρό... Δεν φανταζόμουν ότι η πρόταση μου να πω την αλήθεια δεν μπορεί να την ενοχλήσει. bbox=[273, 366, 477, 451]
market-title: Η ΧΘΕΣΙΝΗ ΕΜΠΟΡΙΚΗ ΚΙΝΗΣΙΣ bbox=[1192, 1370, 1559, 1407]
qa-item-heading: ΑΙ ΥΠΕΡΩΡΙΑΙ bbox=[930, 486, 1129, 500]
race-horse: 9. ΖΑΜΑ bbox=[594, 1609, 865, 1622]
qa-expert-note: Ο ειδικός διά τά εργατικά ζητήματα Δρ ΖΑΚΙ ΜΙΧΑΝΤΟΥΙ απαντά είς ερωτήματα τών αναγνωστών μας bbox=[1254, 144, 1538, 191]
newspaper-page bbox=[20, 12, 1570, 2287]
race-favourites: Εξ ευνοουμένων: ΜΟΝΕΦ, ΑΜΠΙΑΝΤ, ΑΣΗΦ bbox=[278, 1851, 497, 1863]
quote-cell: Λιμάνι Αλεξανδρείας bbox=[1193, 1674, 1292, 1686]
